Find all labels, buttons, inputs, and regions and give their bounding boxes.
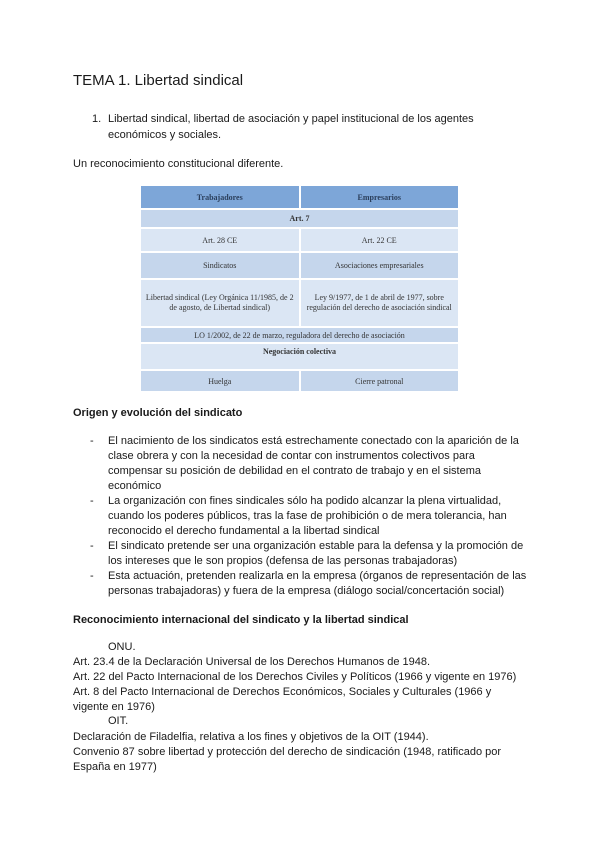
header-empresarios: Empresarios	[300, 186, 459, 209]
table-row-negociacion	[141, 343, 458, 370]
onu-ref-item: Art. 22 del Pacto Internacional de los Derechos Civiles y Políticos (1966 y vigente en 1976)	[73, 671, 517, 683]
table-row-lo	[141, 327, 458, 343]
bullet-dash: -	[90, 540, 94, 552]
numbered-item	[92, 111, 512, 143]
onu-label: ONU.	[108, 641, 136, 653]
art28-cell: Art. 28 CE	[141, 228, 300, 252]
page-title: TEMA 1. Libertad sindical	[73, 72, 244, 89]
negociacion-cell: Negociación colectiva	[141, 343, 458, 370]
bullet-text: El sindicato pretende ser una organización estable para la defensa y la promoción de los intereses que le son propios (defensa de las personas trabajadoras)	[108, 540, 524, 567]
bullet-item	[90, 569, 530, 599]
bullet-dash: -	[90, 495, 94, 507]
law-table	[141, 186, 458, 393]
onu-ref-item: Art. 8 del Pacto Internacional de Derechos Económicos, Sociales y Culturales (1966 y vigente en 1976)	[73, 686, 492, 713]
table-row-articles	[141, 228, 458, 252]
art7-cell: Art. 7	[141, 209, 458, 228]
bullet-item	[90, 434, 530, 494]
onu-ref-item: Art. 23.4 de la Declaración Universal de los Derechos Humanos de 1948.	[73, 656, 431, 668]
bullet-text: Esta actuación, pretenden realizarla en la empresa (órganos de representación de las personas trabajadoras) y fuera de la empresa (diálogo social/concertación social)	[108, 570, 527, 597]
header-trabajadores: Trabajadores	[141, 186, 300, 209]
bullet-text: La organización con fines sindicales sólo ha podido alcanzar la plena virtualidad, cuando los poderes públicos, tras la fase de prohibición o de mera tolerancia, han reconocido el derecho fundamental a la libertad sindical	[108, 495, 507, 537]
constitution-table	[141, 186, 458, 386]
bullet-dash: -	[90, 435, 94, 447]
section-heading-internacional: Reconocimiento internacional del sindicato y la libertad sindical	[73, 614, 409, 626]
bullet-item	[90, 539, 530, 569]
intro-paragraph: Un reconocimiento constitucional diferente.	[73, 158, 284, 170]
art22-cell: Art. 22 CE	[300, 228, 459, 252]
sindicatos-cell: Sindicatos	[141, 252, 300, 279]
table-row-laws	[141, 279, 458, 327]
ley-9-1977-cell: Ley 9/1977, de 1 de abril de 1977, sobre regulación del derecho de asociación sindical	[300, 279, 459, 327]
section-heading-origen: Origen y evolución del sindicato	[73, 407, 243, 419]
table-header-row	[141, 186, 458, 209]
item-text: Libertad sindical, libertad de asociación y papel institucional de los agentes económicos y sociales.	[108, 113, 474, 141]
table-row-entities	[141, 252, 458, 279]
asociaciones-cell: Asociaciones empresariales	[300, 252, 459, 279]
oit-label: OIT.	[108, 715, 129, 727]
oit-ref-item: Convenio 87 sobre libertad y protección del derecho de sindicación (1948, ratificado por España en 1977)	[73, 746, 502, 773]
cierre-patronal-cell: Cierre patronal	[300, 370, 459, 392]
item-number: 1.	[92, 113, 102, 125]
bullet-item	[90, 494, 530, 539]
lols-cell: Libertad sindical (Ley Orgánica 11/1985, de 2 de agosto, de Libertad sindical)	[141, 279, 300, 327]
table-row-art7	[141, 209, 458, 228]
table-row-conflict	[141, 370, 458, 392]
oit-ref-item: Declaración de Filadelfia, relativa a los fines y objetivos de la OIT (1944).	[73, 731, 429, 743]
lo-2002-cell: LO 1/2002, de 22 de marzo, reguladora del derecho de asociación	[141, 327, 458, 343]
huelga-cell: Huelga	[141, 370, 300, 392]
bullet-dash: -	[90, 570, 94, 582]
bullet-text: El nacimiento de los sindicatos está estrechamente conectado con la aparición de la clase obrera y con la necesidad de contar con instrumentos colectivos para compensar su posición de debilidad en el contrato de trabajo y en el sistema económico	[108, 435, 519, 492]
